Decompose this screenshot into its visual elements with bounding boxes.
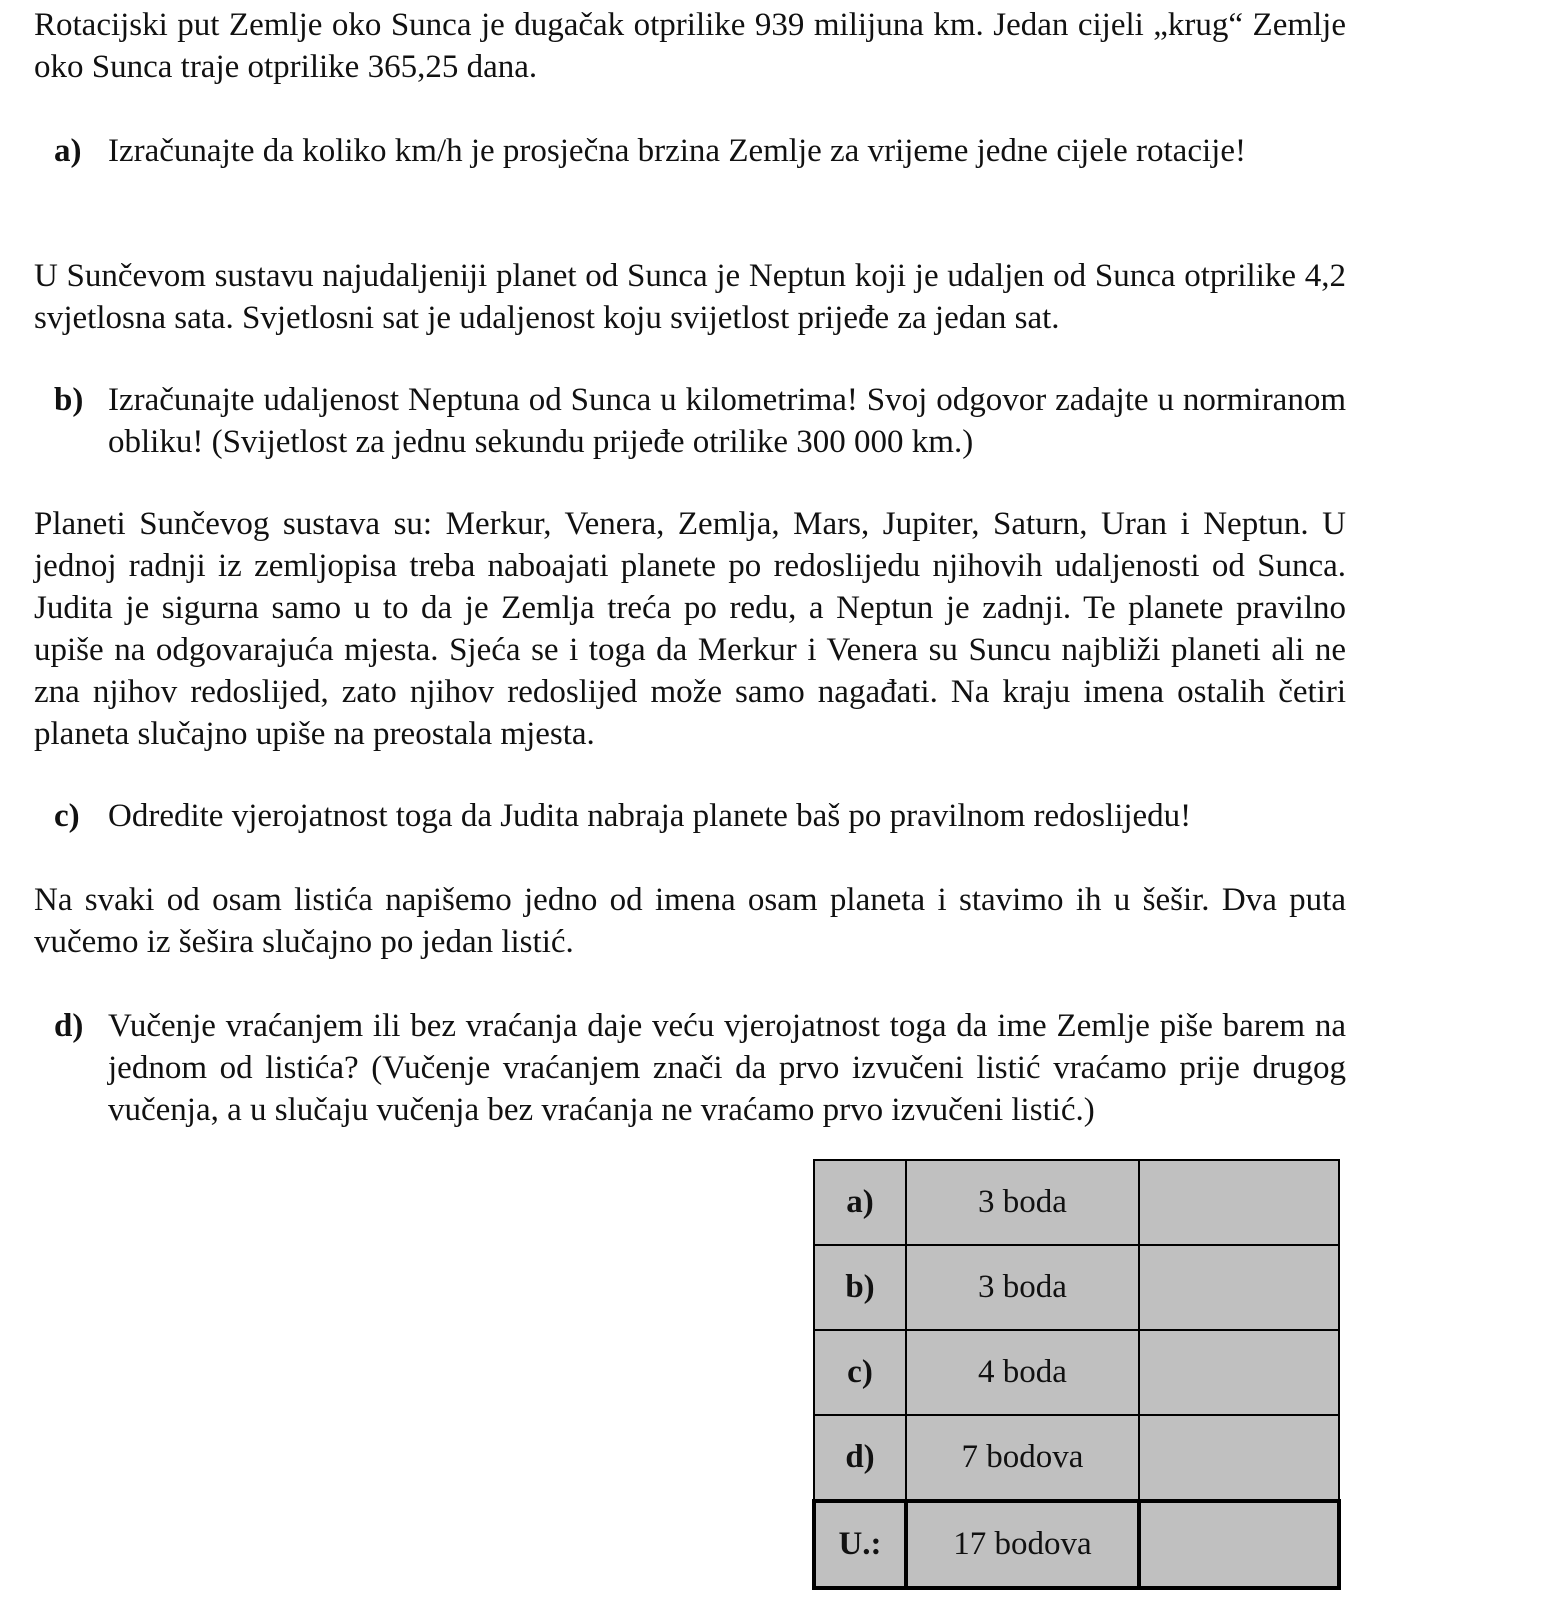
task-d-text: Vučenje vraćanjem ili bez vraćanja daje veću vjerojatnost toga da ime Zemlje piše barem na jednom od listića? (Vučenje vraćanjem znači da prvo izvučeni listić vraćamo prije drugog vučenja, a u slučaju vučenja bez vraćanja ne vraćamo prvo izvučeni listić.) (108, 1008, 1346, 1128)
score-points-b: 3 boda (906, 1245, 1139, 1330)
score-entry-c (1139, 1330, 1339, 1415)
intro-paragraph-earth-orbit: Rotacijski put Zemlje oko Sunca je dugačak otprilike 939 milijuna km. Jedan cijeli „krug“ Zemlje oko Sunca traje otprilike 365,25 dana. (34, 7, 1346, 85)
task-d-label: d) (54, 1008, 84, 1044)
task-b (54, 379, 1346, 463)
score-entry-a (1139, 1160, 1339, 1245)
score-entry-total (1139, 1501, 1339, 1588)
score-entry-b (1139, 1245, 1339, 1330)
task-b-text: Izračunajte udaljenost Neptuna od Sunca u kilometrima! Svoj odgovor zadajte u normiranom obliku! (Svijetlost za jednu sekundu prijeđe otrilike 300 000 km.) (108, 382, 1346, 460)
score-row-b (814, 1245, 1339, 1330)
score-points-total: 17 bodova (906, 1501, 1139, 1588)
task-c-text: Odredite vjerojatnost toga da Judita nabraja planete baš po pravilnom redoslijedu! (108, 798, 1192, 834)
task-a-text: Izračunajte da koliko km/h je prosječna brzina Zemlje za vrijeme jedne cijele rotacije! (108, 133, 1246, 169)
task-c (54, 795, 1346, 837)
score-table (812, 1159, 1341, 1590)
score-part-a: a) (814, 1160, 906, 1245)
score-row-d (814, 1415, 1339, 1501)
score-points-d: 7 bodova (906, 1415, 1139, 1501)
score-points-a: 3 boda (906, 1160, 1139, 1245)
score-part-total: U.: (814, 1501, 906, 1588)
score-part-b: b) (814, 1245, 906, 1330)
task-a (54, 130, 1346, 172)
task-d (54, 1005, 1346, 1131)
task-b-label: b) (54, 382, 84, 418)
intro-paragraph-neptune: U Sunčevom sustavu najudaljeniji planet od Sunca je Neptun koji je udaljen od Sunca otprilike 4,2 svjetlosna sata. Svjetlosni sat je udaljenost koju svijetlost prijeđe za jedan sat. (34, 258, 1346, 336)
task-a-label: a) (54, 133, 82, 169)
score-row-a (814, 1160, 1339, 1245)
score-row-total (814, 1501, 1339, 1588)
score-part-d: d) (814, 1415, 906, 1501)
intro-paragraph-planets-order: Planeti Sunčevog sustava su: Merkur, Venera, Zemlja, Mars, Jupiter, Saturn, Uran i Neptun. U jednoj radnji iz zemljopisa treba naboajati planete po redoslijedu njihovih udaljenosti od Sunca. Judita je sigurna samo u to da je Zemlja treća po redu, a Neptun je zadnji. Te planete pravilno upiše na odgovarajuća mjesta. Sjeća se i toga da Merkur i Venera su Suncu najbliži planeti ali ne zna njihov redoslijed, zato njihov redoslijed može samo nagađati. Na kraju imena ostalih četiri planeta slučajno upiše na preostala mjesta. (34, 506, 1346, 752)
task-c-label: c) (54, 798, 80, 834)
score-row-c (814, 1330, 1339, 1415)
score-points-c: 4 boda (906, 1330, 1139, 1415)
intro-paragraph-slips-in-hat: Na svaki od osam listića napišemo jedno od imena osam planeta i stavimo ih u šešir. Dva puta vučemo iz šešira slučajno po jedan listić. (34, 882, 1346, 960)
score-part-c: c) (814, 1330, 906, 1415)
score-entry-d (1139, 1415, 1339, 1501)
